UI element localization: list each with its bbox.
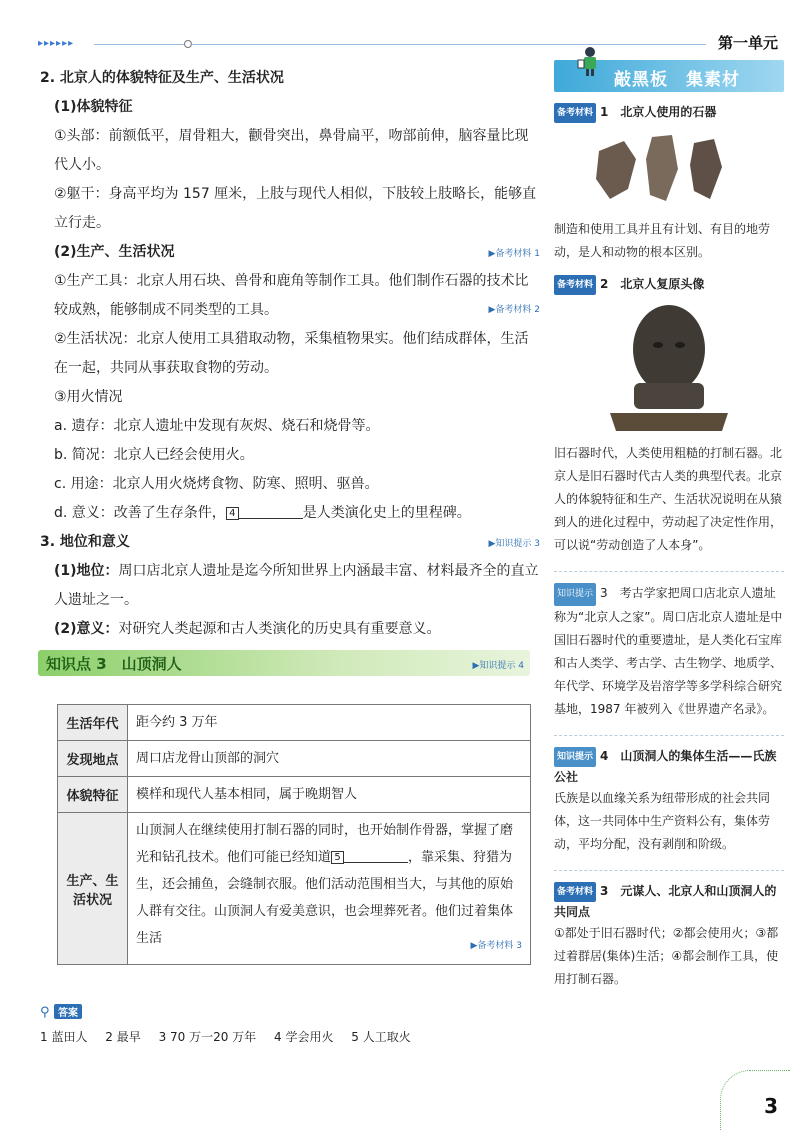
fill-blank-5 xyxy=(344,847,408,863)
answer-item: 4 学会用火 xyxy=(274,1030,334,1044)
table-value: 周口店龙骨山顶部的洞穴 xyxy=(128,741,531,777)
header-dashed-rule xyxy=(190,44,706,45)
table-value: 距今约 3 万年 xyxy=(128,705,531,741)
status-label: (1)地位： xyxy=(54,563,119,579)
upper-cave-man-table xyxy=(57,704,531,965)
significance-text xyxy=(40,615,540,644)
knowledge-point-3-bar xyxy=(38,650,530,676)
significance-content: 对研究人类起源和古人类演化的历史具有重要意义。 xyxy=(118,621,441,637)
body-text-head: ①头部：前额低平，眉骨粗大，颧骨突出，鼻骨扁平，吻部前伸，脑容量比现代人小。 xyxy=(54,128,529,173)
peking-man-bust-image xyxy=(554,301,784,433)
material-badge: 备考材料 xyxy=(554,275,596,295)
stone-tools-image xyxy=(554,129,784,209)
page-number: 3 xyxy=(764,1094,778,1118)
status-text xyxy=(40,557,540,615)
section-2-sub-2-title: (2)生产、生活状况 xyxy=(54,244,175,260)
material-2 xyxy=(554,274,784,557)
answer-item: 1 蓝田人 xyxy=(40,1030,88,1044)
sidebar-banner-title: 敲黑板 集素材 xyxy=(614,70,740,90)
section-3-title: 3. 地位和意义 xyxy=(40,534,130,550)
table-key: 发现地点 xyxy=(58,741,128,777)
tip-badge: 知识提示 xyxy=(554,747,596,767)
fire-use: c. 用途：北京人用火烧烤食物、防寒、照明、驱兽。 xyxy=(54,476,379,492)
significance-label: (2)意义： xyxy=(54,621,119,637)
answer-item: 3 70 万一20 万年 xyxy=(158,1030,257,1044)
material-2-title: 2 北京人复原头像 xyxy=(600,277,705,291)
table-row xyxy=(58,813,531,965)
table-life-text-2: ，靠采集、狩猎为生，还会捕鱼，会缝制衣服。他们活动范围相当大，与其他的原始人群有交往。山顶洞人有爱美意识，也会埋葬死者。他们过着集体生活 xyxy=(136,850,514,946)
table-key: 体貌特征 xyxy=(58,777,128,813)
section-2-sub-1-title: (1)体貌特征 xyxy=(54,99,133,115)
fire-meaning-text-1: d. 意义：改善了生存条件， xyxy=(54,505,226,521)
ref-link-tip-3[interactable]: ▶知识提示 3 xyxy=(488,539,540,549)
status-content: 周口店北京人遗址是迄今所知世界上内涵最丰富、材料最齐全的直立人遗址之一。 xyxy=(54,563,539,608)
tip-4-title: 4 山顶洞人的集体生活——氏族公社 xyxy=(554,749,777,784)
tip-4 xyxy=(554,746,784,856)
knowledge-point-3-title: 知识点 3 山顶洞人 xyxy=(46,655,182,673)
table-life-text-1: 山顶洞人在继续使用打制石器的同时，也开始制作骨器，掌握了磨光和钻孔技术。他们可能已经知道 xyxy=(136,823,514,865)
material-badge: 备考材料 xyxy=(554,103,596,123)
fill-blank-4 xyxy=(239,503,303,519)
material-3-title: 3 元谋人、北京人和山顶洞人的共同点 xyxy=(554,884,777,919)
tip-3 xyxy=(554,582,784,721)
answers-tag: 答案 xyxy=(54,1004,82,1019)
material-1-text: 制造和使用工具并且有计划、有目的地劳动，是人和动物的根本区别。 xyxy=(554,222,771,259)
body-text-torso: ②躯干：身高平均为 157 厘米，上肢与现代人相似，下肢较上肢略长，能够直立行走。 xyxy=(54,186,537,231)
material-1-title: 1 北京人使用的石器 xyxy=(600,105,717,119)
fire-meaning-text-2: 是人类演化史上的里程碑。 xyxy=(302,505,471,521)
tip-badge: 知识提示 xyxy=(554,583,596,606)
material-1 xyxy=(554,102,784,264)
blank-number-5: 5 xyxy=(331,851,344,864)
body-text-tools-content: ①生产工具：北京人用石块、兽骨和鹿角等制作工具。他们制作石器的技术比较成熟，能够制成不同类型的工具。 xyxy=(54,273,529,318)
answers-section xyxy=(40,1004,545,1045)
table-key: 生产、生活状况 xyxy=(58,813,128,965)
sidebar-banner xyxy=(554,60,784,92)
table-row xyxy=(58,777,531,813)
page-corner-decoration xyxy=(720,1070,790,1130)
header-arrows-decoration: ▸▸▸▸▸▸ xyxy=(38,38,75,49)
body-text-tools xyxy=(40,267,540,325)
page-header xyxy=(38,36,778,56)
table-row xyxy=(58,705,531,741)
material-2-text: 旧石器时代，人类使用粗糙的打制石器。北京人是旧石器时代古人类的典型代表。北京人的体貌特征和生产、生活状况说明在从猿到人的进化过程中，劳动起了决定性作用，可以说“劳动创造了人本身”。 xyxy=(554,446,783,552)
fire-title: ③用火情况 xyxy=(54,389,123,405)
table-value: 模样和现代人基本相同，属于晚期智人 xyxy=(128,777,531,813)
ref-link-material-2[interactable]: ▶备考材料 2 xyxy=(488,305,540,315)
body-text-life: ②生活状况：北京人使用工具猎取动物，采集植物果实。他们结成群体，生活在一起，共同从事获取食物的劳动。 xyxy=(54,331,529,376)
unit-label: 第一单元 xyxy=(717,34,778,52)
material-3-text: ①都处于旧石器时代；②都会使用火；③都过着群居(集体)生活；④都会制作工具，使用打制石器。 xyxy=(554,926,779,986)
ref-link-material-1[interactable]: ▶备考材料 1 xyxy=(488,249,540,259)
fire-status: b. 简况：北京人已经会使用火。 xyxy=(54,447,254,463)
fire-meaning xyxy=(40,499,540,528)
main-text-column xyxy=(40,64,540,644)
tip-3-text: 3 考古学家把周口店北京人遗址称为“北京人之家”。周口店北京人遗址是中国旧石器时代的重要遗址，是人类化石宝库和古人类学、考古学、古生物学、地质学、年代学、环境学及岩溶学等多学科综合研究基地，1987 年被列入《世界遗产名录》。 xyxy=(554,586,783,716)
blank-number-4: 4 xyxy=(226,507,239,520)
section-2-title: 2. 北京人的体貌特征及生产、生活状况 xyxy=(40,70,284,86)
material-badge: 备考材料 xyxy=(554,882,596,902)
table-key: 生活年代 xyxy=(58,705,128,741)
table-row xyxy=(58,741,531,777)
table-value-life xyxy=(128,813,531,965)
ref-link-tip-4[interactable]: ▶知识提示 4 xyxy=(472,661,524,671)
answer-item: 2 最早 xyxy=(105,1030,141,1044)
sidebar-materials xyxy=(554,60,784,991)
answers-list xyxy=(40,1028,545,1045)
answer-item: 5 人工取火 xyxy=(351,1030,411,1044)
key-icon: ⚲ xyxy=(40,1005,50,1020)
fire-remains: a. 遗存：北京人遗址中发现有灰烬、烧石和烧骨等。 xyxy=(54,418,380,434)
tip-4-text: 氏族是以血缘关系为纽带形成的社会共同体，这一共同体中生产资料公有，集体劳动，平均分配，没有剥削和阶级。 xyxy=(554,791,771,851)
teacher-figure-icon xyxy=(576,46,604,76)
ref-link-material-3[interactable]: ▶备考材料 3 xyxy=(470,941,522,951)
material-3 xyxy=(554,881,784,991)
